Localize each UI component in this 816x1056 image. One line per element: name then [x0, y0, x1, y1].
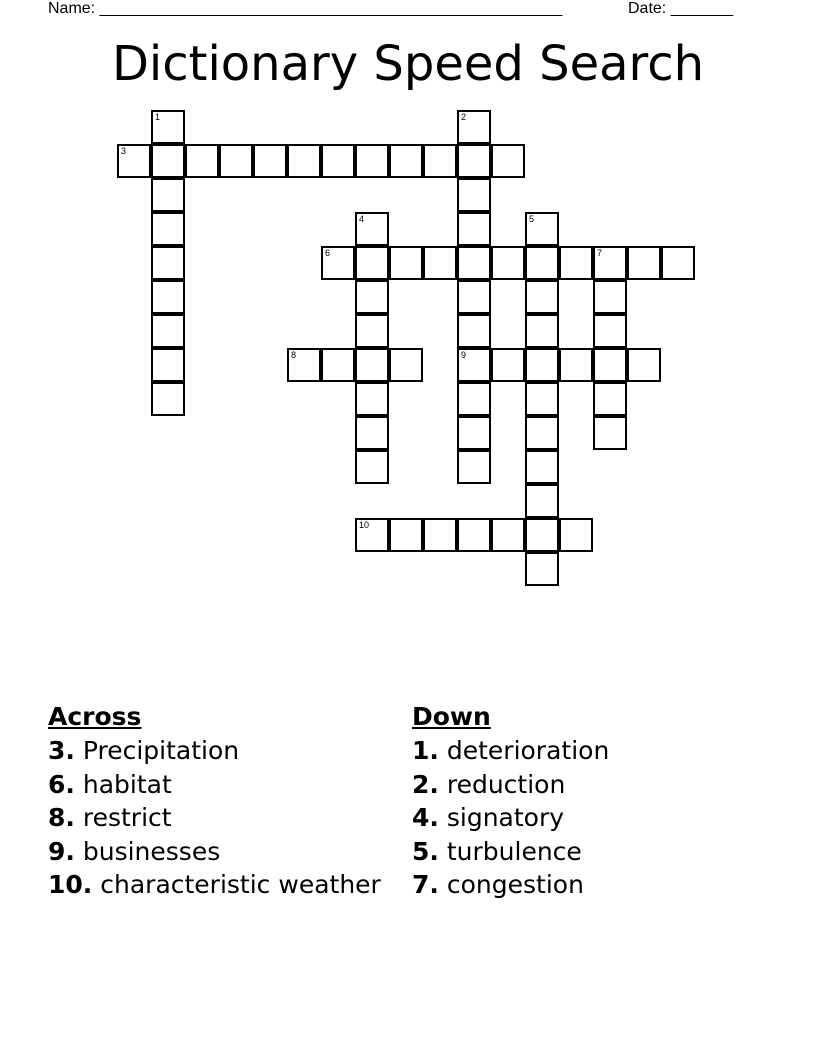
- grid-cell[interactable]: [117, 144, 151, 178]
- grid-cell[interactable]: [355, 144, 389, 178]
- clue-number: 1.: [412, 736, 439, 765]
- grid-cell[interactable]: [593, 348, 627, 382]
- grid-cell[interactable]: [491, 518, 525, 552]
- clue-text: congestion: [446, 870, 584, 899]
- clue-number: 7.: [412, 870, 439, 899]
- grid-cell[interactable]: [593, 416, 627, 450]
- grid-cell[interactable]: [355, 246, 389, 280]
- clue-number: 3.: [48, 736, 75, 765]
- across-clue-9: [48, 835, 381, 869]
- grid-cell[interactable]: [593, 280, 627, 314]
- grid-cell[interactable]: [559, 518, 593, 552]
- grid-cell[interactable]: [355, 416, 389, 450]
- grid-cell[interactable]: [525, 280, 559, 314]
- grid-cell[interactable]: [525, 484, 559, 518]
- grid-cell[interactable]: [389, 518, 423, 552]
- grid-cell[interactable]: [559, 348, 593, 382]
- grid-cell[interactable]: [151, 110, 185, 144]
- cell-number: 10: [359, 520, 370, 530]
- clue-number: 6.: [48, 769, 75, 799]
- grid-cell[interactable]: [627, 246, 661, 280]
- cell-number: 6: [325, 248, 331, 258]
- grid-cell[interactable]: [185, 144, 219, 178]
- grid-cell[interactable]: [151, 314, 185, 348]
- grid-cell[interactable]: [457, 450, 491, 484]
- grid-cell[interactable]: [321, 246, 355, 280]
- grid-cell[interactable]: [525, 518, 559, 552]
- grid-cell[interactable]: [457, 212, 491, 246]
- grid-cell[interactable]: [151, 382, 185, 416]
- down-clues: [412, 700, 609, 902]
- cell-number: 3: [121, 146, 127, 156]
- clue-text: turbulence: [446, 836, 582, 866]
- grid-cell[interactable]: [389, 348, 423, 382]
- grid-cell[interactable]: [151, 144, 185, 178]
- clue-text: deterioration: [446, 736, 610, 765]
- clue-number: 8.: [48, 803, 75, 832]
- grid-cell[interactable]: [457, 178, 491, 212]
- grid-cell[interactable]: [457, 280, 491, 314]
- grid-cell[interactable]: [525, 212, 559, 246]
- across-clues: [48, 700, 381, 902]
- page-title: Dictionary Speed Search: [111, 36, 705, 92]
- grid-cell[interactable]: [525, 416, 559, 450]
- cell-number: 7: [597, 248, 603, 258]
- grid-cell[interactable]: [457, 246, 491, 280]
- grid-cell[interactable]: [355, 518, 389, 552]
- grid-cell[interactable]: [219, 144, 253, 178]
- clue-text: characteristic weather: [100, 870, 381, 899]
- clue-text: signatory: [446, 803, 565, 832]
- grid-cell[interactable]: [423, 518, 457, 552]
- cell-number: 8: [291, 350, 297, 360]
- grid-cell[interactable]: [457, 348, 491, 382]
- clue-number: 2.: [412, 769, 439, 799]
- grid-cell[interactable]: [151, 280, 185, 314]
- cell-number: 4: [359, 214, 365, 224]
- grid-cell[interactable]: [593, 314, 627, 348]
- grid-cell[interactable]: [525, 450, 559, 484]
- clue-text: businesses: [82, 836, 221, 866]
- grid-cell[interactable]: [355, 348, 389, 382]
- cell-number: 1: [155, 112, 161, 122]
- grid-cell[interactable]: [491, 144, 525, 178]
- grid-cell[interactable]: [355, 382, 389, 416]
- cell-number: 9: [461, 350, 467, 360]
- date-field[interactable]: Date: _______: [628, 0, 733, 17]
- grid-cell[interactable]: [389, 144, 423, 178]
- grid-cell[interactable]: [389, 246, 423, 280]
- grid-cell[interactable]: [457, 382, 491, 416]
- grid-cell[interactable]: [525, 552, 559, 586]
- down-clue-2: [412, 768, 609, 802]
- grid-cell[interactable]: [525, 348, 559, 382]
- grid-cell[interactable]: [457, 314, 491, 348]
- clue-number: 4.: [412, 803, 439, 832]
- down-clue-7: [412, 868, 609, 902]
- grid-cell[interactable]: [491, 246, 525, 280]
- grid-cell[interactable]: [287, 348, 321, 382]
- down-heading: Down: [412, 702, 491, 731]
- grid-cell[interactable]: [287, 144, 321, 178]
- grid-cell[interactable]: [423, 144, 457, 178]
- grid-cell[interactable]: [457, 144, 491, 178]
- grid-cell[interactable]: [491, 348, 525, 382]
- clue-text: reduction: [446, 769, 566, 799]
- grid-cell[interactable]: [321, 144, 355, 178]
- grid-cell[interactable]: [457, 110, 491, 144]
- across-clue-8: [48, 801, 381, 835]
- grid-cell[interactable]: [151, 348, 185, 382]
- grid-cell[interactable]: [355, 212, 389, 246]
- grid-cell[interactable]: [423, 246, 457, 280]
- grid-cell[interactable]: [661, 246, 695, 280]
- across-clue-3: [48, 734, 381, 768]
- grid-cell[interactable]: [593, 382, 627, 416]
- across-clue-10: [48, 868, 381, 902]
- grid-cell[interactable]: [525, 246, 559, 280]
- down-clue-1: [412, 734, 609, 768]
- across-heading: Across: [48, 702, 142, 731]
- grid-cell[interactable]: [627, 348, 661, 382]
- clue-text: Precipitation: [82, 736, 240, 765]
- grid-cell[interactable]: [253, 144, 287, 178]
- grid-cell[interactable]: [559, 246, 593, 280]
- cell-number: 5: [529, 214, 535, 224]
- grid-cell[interactable]: [457, 518, 491, 552]
- grid-cell[interactable]: [525, 314, 559, 348]
- down-clue-4: [412, 801, 609, 835]
- grid-cell[interactable]: [355, 314, 389, 348]
- across-clue-6: [48, 768, 381, 802]
- down-clue-5: [412, 835, 609, 869]
- grid-cell[interactable]: [457, 416, 491, 450]
- clue-number: 5.: [412, 836, 439, 866]
- clue-text: habitat: [82, 769, 172, 799]
- grid-cell[interactable]: [593, 246, 627, 280]
- grid-cell[interactable]: [355, 280, 389, 314]
- clue-number: 9.: [48, 836, 75, 866]
- name-field[interactable]: Name: ____________________________________________________: [48, 0, 563, 17]
- clue-text: restrict: [82, 803, 172, 832]
- grid-cell[interactable]: [525, 382, 559, 416]
- grid-cell[interactable]: [355, 450, 389, 484]
- grid-cell[interactable]: [151, 178, 185, 212]
- grid-cell[interactable]: [321, 348, 355, 382]
- grid-cell[interactable]: [151, 246, 185, 280]
- grid-cell[interactable]: [151, 212, 185, 246]
- cell-number: 2: [461, 112, 467, 122]
- clue-number: 10.: [48, 870, 93, 899]
